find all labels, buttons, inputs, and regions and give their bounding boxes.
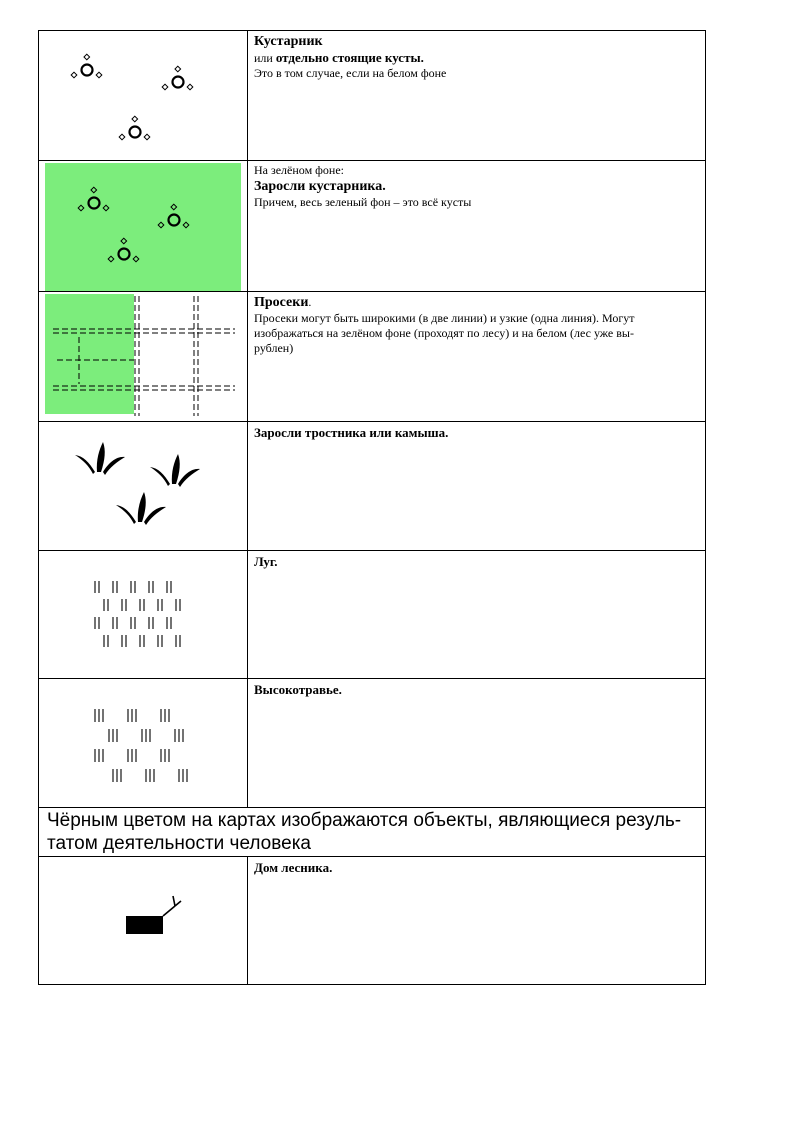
- clearing-note-2: изображаться на зелёном фоне (проходят по лесу) и на белом (лес уже вы-: [254, 326, 634, 340]
- shrub-thicket-icon: [39, 161, 247, 291]
- meadow-icon: [39, 551, 247, 678]
- meadow-cell: [39, 551, 248, 678]
- thicket-note: Причем, весь зеленый фон – это всё кусты: [254, 195, 472, 209]
- clearing-title-dot: .: [308, 295, 312, 309]
- shrub-symbol-icon: [39, 31, 247, 160]
- table-row: [39, 31, 705, 161]
- clearing-title: Просеки: [254, 295, 309, 310]
- clearing-note-1: Просеки могут быть широкими (в две линии) и узкие (одна линия). Могут: [254, 311, 635, 325]
- banner-line-1: Чёрным цветом на картах изображаются объекты, являющиеся резуль-: [47, 810, 682, 831]
- tall-grass-icon: [39, 679, 247, 807]
- black-objects-banner: [39, 808, 705, 857]
- reed-title: Заросли тростника или камыша.: [254, 425, 449, 440]
- shrub-title: Кустарник: [254, 34, 323, 49]
- reed-icon: [39, 422, 247, 550]
- banner-line-2: татом деятельности человека: [47, 833, 311, 854]
- shrub-thicket-cell: [39, 161, 248, 291]
- thicket-title: Заросли кустарника.: [254, 179, 386, 194]
- shrub-note: Это в том случае, если на белом фоне: [254, 66, 447, 80]
- shrub-or-label: или: [254, 51, 273, 65]
- map-symbols-table: [38, 30, 706, 985]
- meadow-title: Луг.: [254, 554, 278, 569]
- table-row: [39, 857, 705, 984]
- table-row: [39, 422, 705, 551]
- clearing-cell: [39, 292, 248, 421]
- reed-cell: [39, 422, 248, 550]
- clearing-note-3: рублен): [254, 341, 294, 355]
- table-row: [39, 292, 705, 422]
- forester-house-title: Дом лесника.: [254, 860, 333, 875]
- thicket-intro: На зелёном фоне:: [254, 163, 345, 177]
- table-row: [39, 551, 705, 679]
- forester-house-cell: [39, 857, 248, 984]
- shrub-standalone-label: отдельно стоящие кусты.: [275, 50, 424, 65]
- table-row: [39, 161, 705, 292]
- tall-grass-title: Высокотравье.: [254, 682, 342, 697]
- forester-house-icon: [39, 857, 247, 983]
- tall-grass-cell: [39, 679, 248, 807]
- forest-clearing-icon: [39, 292, 247, 421]
- table-row: [39, 679, 705, 808]
- shrub-symbol-cell: [39, 31, 248, 160]
